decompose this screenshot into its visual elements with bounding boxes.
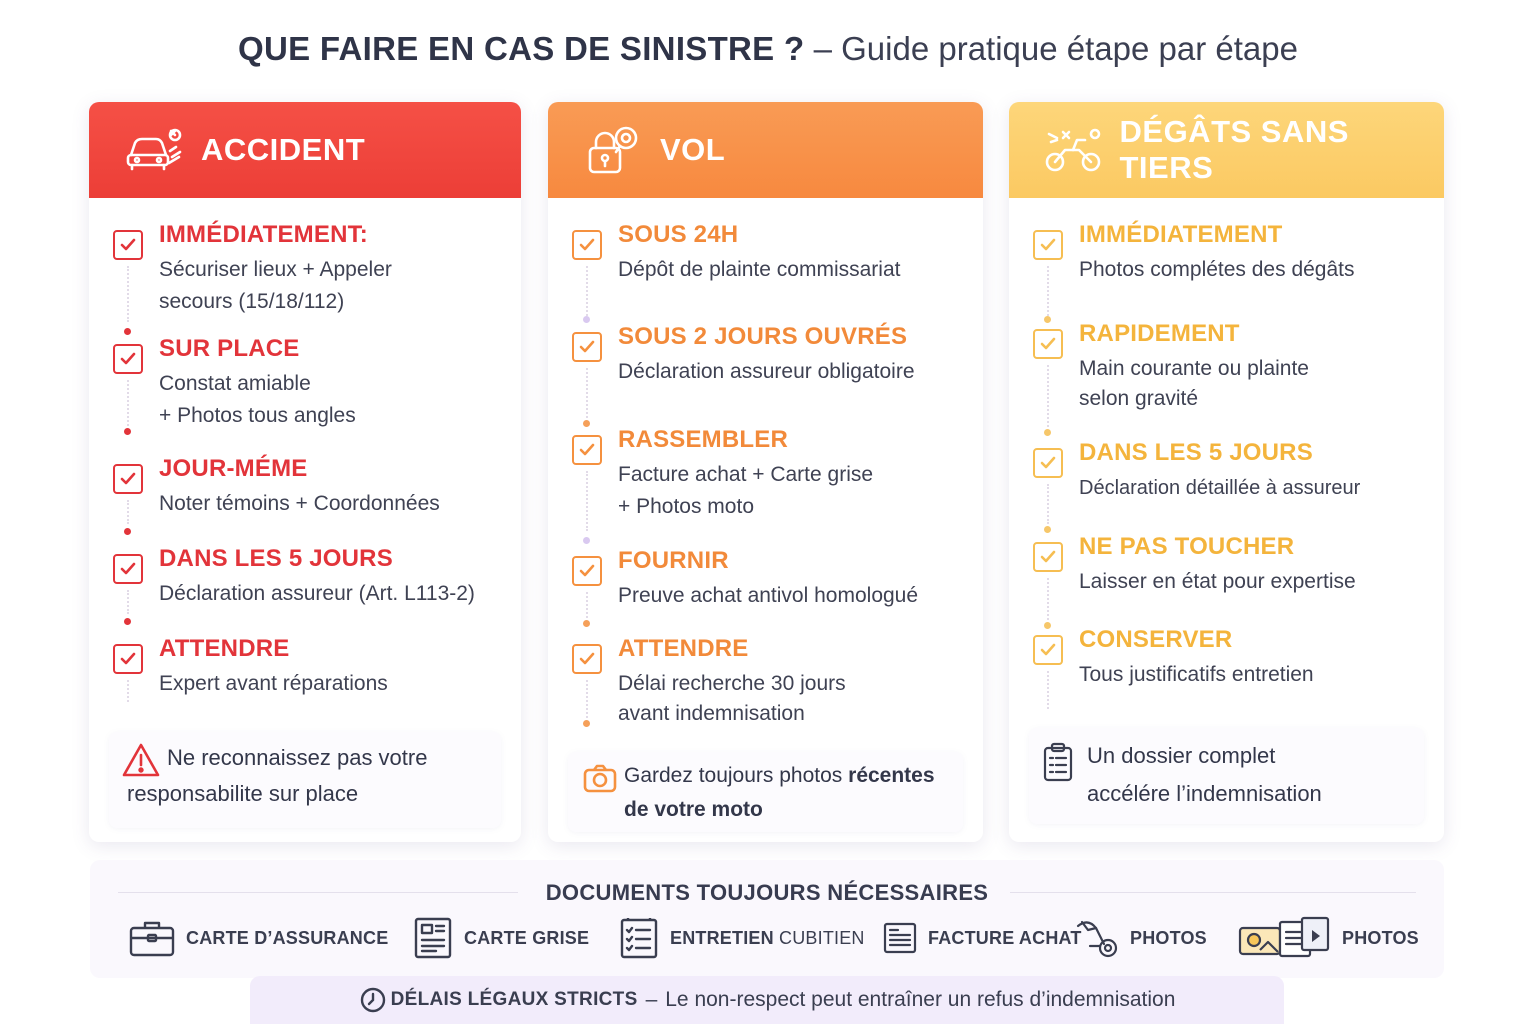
degats-dossier-note xyxy=(1029,728,1424,824)
accident-header xyxy=(89,102,521,198)
legal-deadlines-text: Le non-respect peut entraîner un refus d’indemnisation xyxy=(665,988,1176,1011)
doc-label xyxy=(670,928,865,949)
degats-step-1 xyxy=(1033,220,1434,286)
doc-entretien xyxy=(618,916,865,960)
step-title: DANS LES 5 JOURS xyxy=(1079,439,1313,466)
step-title: ATTENDRE xyxy=(159,635,290,662)
degats-card xyxy=(1009,102,1444,842)
step-dot xyxy=(124,618,131,625)
dossier-line2: accélére l’indemnisation xyxy=(1087,781,1322,806)
step-desc-line1: Noter témoins + Coordonnées xyxy=(159,492,440,515)
step-desc-line1: Constat amiable xyxy=(159,372,311,395)
checkbox-icon xyxy=(1033,635,1063,665)
documents-title: DOCUMENTS TOUJOURS NÉCESSAIRES xyxy=(545,880,989,905)
step-desc-line1: Facture achat + Carte grise xyxy=(618,463,874,486)
step-dot xyxy=(124,428,131,435)
checkbox-icon xyxy=(572,644,602,674)
step-connector xyxy=(127,380,129,426)
accident-warning-note xyxy=(109,732,501,828)
camera-icon xyxy=(582,762,622,802)
step-title: IMMÉDIATEMENT: xyxy=(159,221,369,248)
step-connector xyxy=(586,680,588,718)
checkbox-icon xyxy=(1033,230,1063,260)
doc-label: CARTE GRISE xyxy=(464,927,590,948)
step-connector xyxy=(1047,266,1049,316)
accident-card xyxy=(89,102,521,842)
checkbox-icon xyxy=(1033,448,1063,478)
checkbox-icon xyxy=(572,230,602,260)
doc-photos xyxy=(1238,916,1419,960)
step-connector xyxy=(1047,578,1049,620)
motorcycle-icon xyxy=(1043,118,1106,182)
documents-section xyxy=(90,860,1444,978)
vol-step-2 xyxy=(572,322,973,388)
vol-step-4 xyxy=(572,546,973,612)
step-title: RAPIDEMENT xyxy=(1079,320,1240,347)
step-connector xyxy=(1047,365,1049,427)
degats-step-3 xyxy=(1033,438,1434,504)
step-title: ATTENDRE xyxy=(618,635,749,662)
degats-step-5 xyxy=(1033,625,1434,691)
step-connector xyxy=(1047,671,1049,709)
step-desc-line2: + Photos tous angles xyxy=(159,404,356,427)
step-connector xyxy=(1047,484,1049,524)
step-desc-line2: secours (15/18/112) xyxy=(159,290,345,313)
doc-facture-achat xyxy=(882,916,1082,960)
accident-step-1 xyxy=(113,220,511,318)
step-title: SUR PLACE xyxy=(159,335,300,362)
vol-title: VOL xyxy=(660,132,726,167)
step-title: JOUR-MÉME xyxy=(159,455,308,482)
checkbox-icon xyxy=(113,554,143,584)
step-connector xyxy=(586,471,588,531)
step-desc-line1: Expert avant réparations xyxy=(159,672,388,695)
step-dot xyxy=(583,620,590,627)
step-title: RASSEMBLER xyxy=(618,426,789,453)
moto-lock-icon xyxy=(1072,916,1120,960)
vol-step-3 xyxy=(572,425,973,523)
clock-icon xyxy=(359,986,387,1014)
step-desc-line1: Laisser en état pour expertise xyxy=(1079,570,1356,593)
clipboard-icon xyxy=(1041,742,1081,782)
degats-step-4 xyxy=(1033,532,1434,598)
invoice-icon xyxy=(882,920,918,956)
photo-note-pre: Gardez toujours photos xyxy=(624,764,849,787)
lock-key-icon xyxy=(582,118,646,182)
car-accident-icon xyxy=(123,118,187,182)
id-card-icon xyxy=(412,916,454,960)
vol-photo-note xyxy=(568,752,963,832)
step-connector xyxy=(586,592,588,618)
degats-header xyxy=(1009,102,1444,198)
doc-label-main: ENTRETIEN xyxy=(670,927,774,948)
photos-docs-icon xyxy=(1238,916,1332,960)
checkbox-icon xyxy=(113,464,143,494)
briefcase-icon xyxy=(128,918,176,958)
doc-carte-assurance xyxy=(128,916,388,960)
step-title: NE PAS TOUCHER xyxy=(1079,533,1295,560)
accident-step-5 xyxy=(113,634,511,700)
checkbox-icon xyxy=(572,556,602,586)
step-desc-line1: Photos complétes des dégâts xyxy=(1079,258,1355,281)
vol-header xyxy=(548,102,983,198)
doc-label: CARTE D’ASSURANCE xyxy=(186,927,389,948)
step-title: IMMÉDIATEMENT xyxy=(1079,221,1283,248)
step-desc-line1: Preuve achat antivol homologué xyxy=(618,584,919,607)
step-desc-line2: + Photos moto xyxy=(618,495,754,518)
doc-label: FACTURE ACHAT xyxy=(928,927,1082,948)
step-connector xyxy=(127,266,129,322)
step-desc-line1: Tous justificatifs entretien xyxy=(1079,663,1314,686)
photo-note-bold: récentes xyxy=(848,764,935,787)
step-connector xyxy=(127,500,129,524)
checkbox-icon xyxy=(572,435,602,465)
warning-line1: Ne reconnaissez pas votre xyxy=(167,745,428,770)
step-desc-line1: Délai recherche 30 jours xyxy=(618,672,846,695)
warning-line2: responsabilite sur place xyxy=(127,781,359,806)
step-desc-line1: Déclaration détaillée à assureur xyxy=(1079,477,1361,499)
dossier-line1: Un dossier complet xyxy=(1087,743,1276,768)
step-desc-line2: selon gravité xyxy=(1079,387,1199,410)
step-title: SOUS 2 JOURS OUVRÉS xyxy=(618,323,908,350)
photo-note-line1 xyxy=(624,758,935,794)
legal-deadlines-title: DÉLAIS LÉGAUX STRICTS xyxy=(390,989,638,1010)
step-dot xyxy=(583,720,590,727)
step-connector xyxy=(127,590,129,614)
vol-step-5 xyxy=(572,634,973,730)
step-dot xyxy=(124,528,131,535)
separator: – xyxy=(645,988,658,1011)
page-title-main: QUE FAIRE EN CAS DE SINISTRE ? xyxy=(238,30,805,67)
step-connector xyxy=(127,680,129,702)
checkbox-icon xyxy=(1033,329,1063,359)
degats-step-2 xyxy=(1033,319,1434,415)
step-title: CONSERVER xyxy=(1079,626,1233,653)
vol-step-1 xyxy=(572,220,973,286)
doc-label-light: CUBITIEN xyxy=(779,927,865,948)
checkbox-icon xyxy=(1033,542,1063,572)
step-dot xyxy=(1044,429,1051,436)
checkbox-icon xyxy=(113,344,143,374)
step-connector xyxy=(586,368,588,418)
accident-title: ACCIDENT xyxy=(201,132,366,167)
step-title: DANS LES 5 JOURS xyxy=(159,545,393,572)
step-connector xyxy=(586,266,588,316)
doc-carte-grise xyxy=(412,916,589,960)
doc-label: PHOTOS xyxy=(1342,927,1419,948)
legal-deadlines-banner xyxy=(250,976,1284,1024)
page-title xyxy=(0,30,1536,68)
step-desc-line1: Main courante ou plainte xyxy=(1079,357,1309,380)
step-title: FOURNIR xyxy=(618,547,729,574)
checkbox-icon xyxy=(113,644,143,674)
step-title: SOUS 24H xyxy=(618,221,739,248)
step-desc-line1: Dépôt de plainte commissariat xyxy=(618,258,901,281)
step-desc-line1: Déclaration assureur obligatoire xyxy=(618,360,915,383)
step-desc-line1: Sécuriser lieux + Appeler xyxy=(159,258,392,281)
checkbox-icon xyxy=(572,332,602,362)
checkbox-icon xyxy=(113,230,143,260)
doc-label: PHOTOS xyxy=(1130,927,1207,948)
step-desc-line2: avant indemnisation xyxy=(618,702,805,725)
degats-title: DÉGÂTS SANS TIERS xyxy=(1119,114,1349,185)
step-desc-line1: Déclaration assureur (Art. L113-2) xyxy=(159,582,475,605)
checklist-icon xyxy=(618,916,660,960)
page-subtitle: – Guide pratique étape par étape xyxy=(813,30,1298,67)
doc-photos-moto xyxy=(1072,916,1207,960)
accident-step-2 xyxy=(113,334,511,432)
photo-note-line2: de votre moto xyxy=(624,798,763,821)
vol-card xyxy=(548,102,983,842)
step-dot xyxy=(583,537,590,544)
accident-step-3 xyxy=(113,454,511,520)
accident-step-4 xyxy=(113,544,511,610)
